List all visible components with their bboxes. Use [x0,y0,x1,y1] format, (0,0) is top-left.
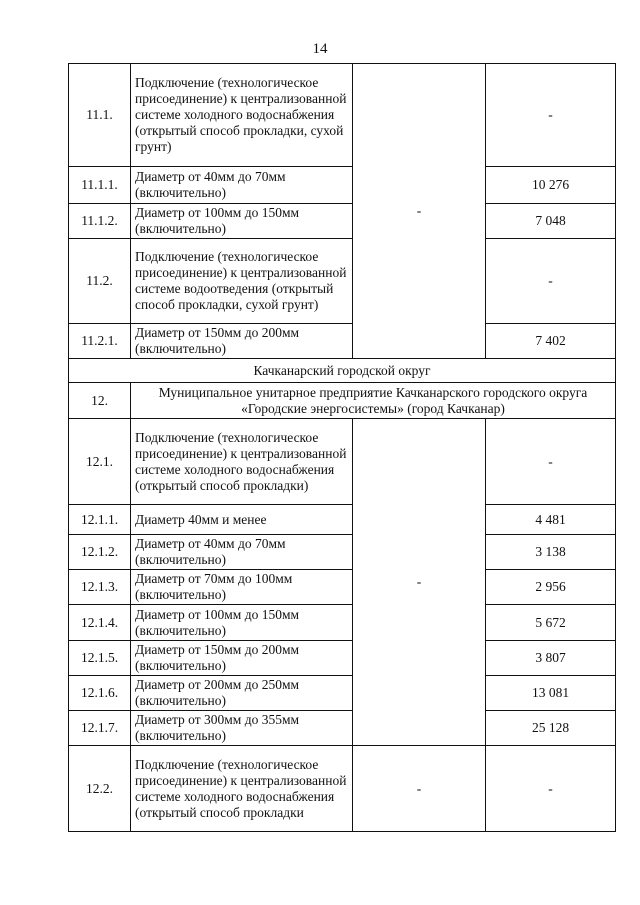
row-description: Диаметр от 300мм до 355мм (включительно) [131,711,353,746]
mid-value: - [353,746,486,832]
row-description: Диаметр 40мм и менее [131,505,353,535]
row-value: 13 081 [486,676,616,711]
row-description: Диаметр от 40мм до 70мм (включительно) [131,167,353,204]
table-row [69,324,616,359]
row-code: 12.1.2. [69,535,131,570]
row-description: Диаметр от 70мм до 100мм (включительно) [131,570,353,605]
org-code: 12. [69,383,131,419]
row-code: 11.1.1. [69,167,131,204]
row-value: 3 807 [486,641,616,676]
row-code: 12.2. [69,746,131,832]
table-row [69,419,616,505]
row-description: Подключение (технологическое присоединение) к централизованной системе холодного водоснабжения (открытый способ прокладки) [131,419,353,505]
row-value: 10 276 [486,167,616,204]
row-description: Диаметр от 100мм до 150мм (включительно) [131,204,353,239]
row-value: 5 672 [486,605,616,641]
page-number: 14 [312,41,328,57]
row-code: 11.2. [69,239,131,324]
section-row [69,359,616,383]
row-value: - [486,64,616,167]
row-description: Диаметр от 40мм до 70мм (включительно) [131,535,353,570]
row-value: 7 402 [486,324,616,359]
row-description: Подключение (технологическое присоединение) к централизованной системе холодного водоснабжения (открытый способ прокладки, сухой грунт) [131,64,353,167]
row-value: 4 481 [486,505,616,535]
tariff-table [68,63,616,832]
row-value: - [486,239,616,324]
row-code: 12.1.1. [69,505,131,535]
row-code: 12.1.4. [69,605,131,641]
row-code: 12.1. [69,419,131,505]
org-name: Муниципальное унитарное предприятие Качканарского городского округа «Городские энергосистемы» (город Качканар) [131,383,616,419]
table-row [69,711,616,746]
row-code: 12.1.6. [69,676,131,711]
row-description: Диаметр от 100мм до 150мм (включительно) [131,605,353,641]
section-title: Качканарский городской округ [69,359,616,383]
row-code: 11.1. [69,64,131,167]
row-code: 12.1.7. [69,711,131,746]
table-row [69,676,616,711]
row-code: 12.1.3. [69,570,131,605]
table-row [69,535,616,570]
row-value: 7 048 [486,204,616,239]
row-description: Подключение (технологическое присоединение) к централизованной системе водоотведения (открытый способ прокладки, сухой грунт) [131,239,353,324]
row-value: - [486,746,616,832]
table-row [69,505,616,535]
table-row [69,570,616,605]
table-row [69,605,616,641]
table-row [69,641,616,676]
row-value: 2 956 [486,570,616,605]
mid-value: - [353,64,486,359]
table-row [69,64,616,167]
table-row [69,239,616,324]
row-code: 11.1.2. [69,204,131,239]
row-description: Подключение (технологическое присоединение) к централизованной системе холодного водоснабжения (открытый способ прокладки [131,746,353,832]
row-code: 12.1.5. [69,641,131,676]
mid-value: - [353,419,486,746]
table-row [69,746,616,832]
row-description: Диаметр от 200мм до 250мм (включительно) [131,676,353,711]
table-row [69,204,616,239]
row-value: 25 128 [486,711,616,746]
row-description: Диаметр от 150мм до 200мм (включительно) [131,641,353,676]
row-value: - [486,419,616,505]
org-row [69,383,616,419]
table-row [69,167,616,204]
row-description: Диаметр от 150мм до 200мм (включительно) [131,324,353,359]
row-code: 11.2.1. [69,324,131,359]
row-value: 3 138 [486,535,616,570]
